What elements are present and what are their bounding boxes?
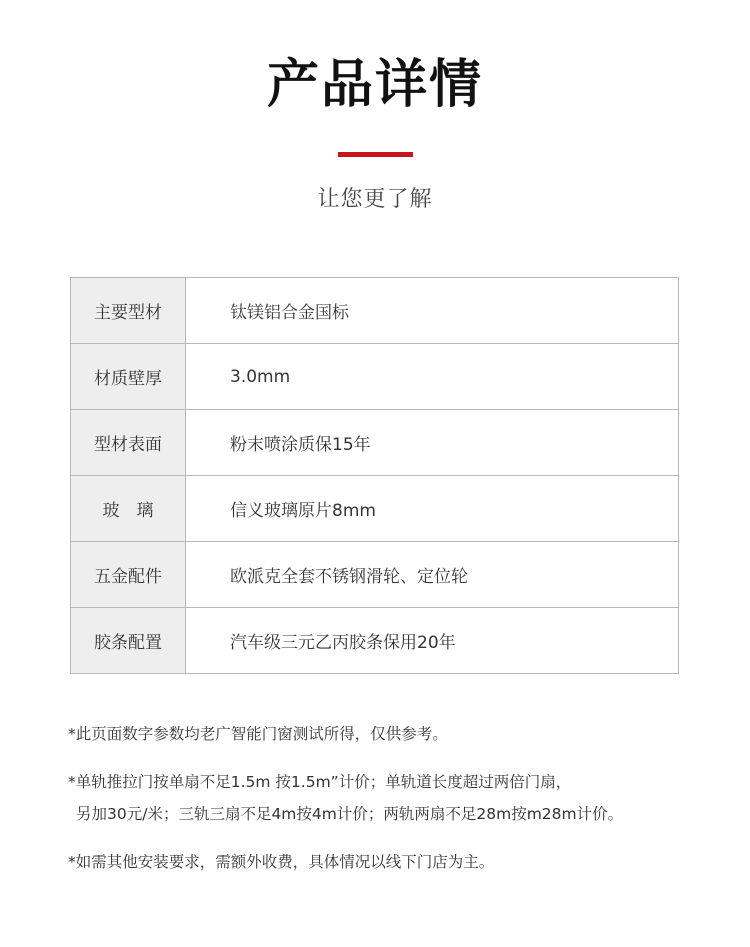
- note-pricing: [68, 766, 728, 830]
- note-line: *此页面数字参数均老广智能门窗测试所得，仅供参考。: [68, 725, 448, 743]
- note-installation: [68, 846, 728, 878]
- table-row: [71, 410, 679, 476]
- spec-value: 欧派克全套不锈钢滑轮、定位轮: [186, 542, 679, 608]
- spec-value: 粉末喷涂质保15年: [186, 410, 679, 476]
- spec-label: 材质壁厚: [71, 344, 186, 410]
- notes-section: [68, 718, 728, 894]
- page-title: 产品详情: [266, 55, 483, 115]
- page-subtitle: 让您更了解: [317, 187, 433, 212]
- table-row: [71, 476, 679, 542]
- spec-label: 胶条配置: [71, 608, 186, 674]
- table-row: [71, 344, 679, 410]
- spec-label: 主要型材: [71, 278, 186, 344]
- title-accent-divider: [338, 152, 413, 157]
- note-line: 另加30元/米；三轨三扇不足4m按4m计价；两轨两扇不足28m按m28m计价。: [76, 805, 624, 823]
- spec-label: 五金配件: [71, 542, 186, 608]
- table-row: [71, 278, 679, 344]
- spec-value: 3.0mm: [186, 344, 679, 410]
- spec-label: 玻 璃: [71, 476, 186, 542]
- spec-value: 钛镁铝合金国标: [186, 278, 679, 344]
- spec-value: 信义玻璃原片8mm: [186, 476, 679, 542]
- note-line: *单轨推拉门按单扇不足1.5m 按1.5m”计价；单轨道长度超过两倍门扇，: [68, 773, 572, 791]
- spec-label: 型材表面: [71, 410, 186, 476]
- note-disclaimer: [68, 718, 728, 750]
- table-row: [71, 608, 679, 674]
- note-line: *如需其他安装要求，需额外收费，具体情况以线下门店为主。: [68, 853, 495, 871]
- table-row: [71, 542, 679, 608]
- spec-table: [70, 277, 679, 674]
- spec-value: 汽车级三元乙丙胶条保用20年: [186, 608, 679, 674]
